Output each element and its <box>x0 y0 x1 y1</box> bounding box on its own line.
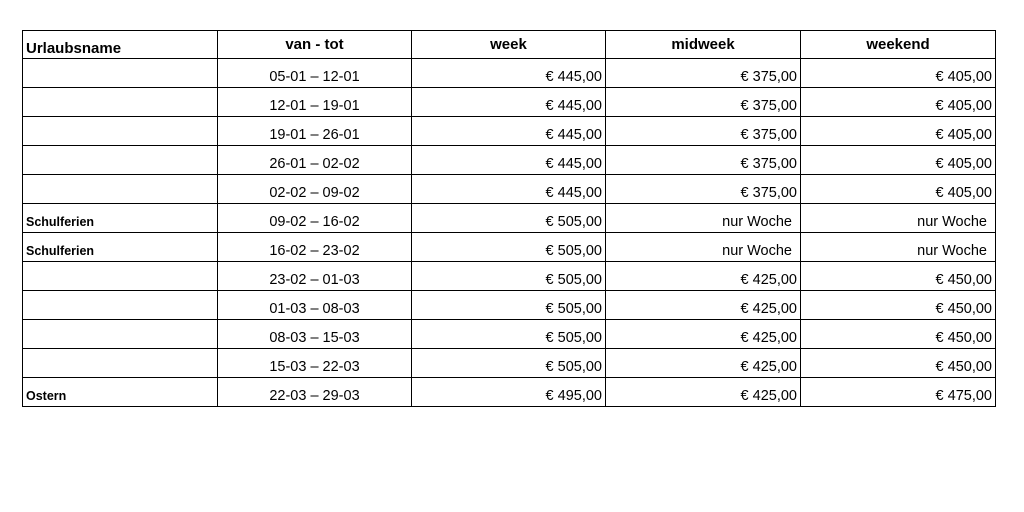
table-row <box>23 59 996 88</box>
midweek-price-cell: € 425,00 <box>606 349 801 378</box>
holiday-name-cell <box>23 175 218 204</box>
weekend-price-cell: nur Woche <box>801 204 996 233</box>
weekend-price-cell: € 405,00 <box>801 59 996 88</box>
midweek-price-cell: nur Woche <box>606 233 801 262</box>
weekend-price-cell: € 450,00 <box>801 320 996 349</box>
date-range-cell: 05-01 – 12-01 <box>218 59 412 88</box>
header-weekend: weekend <box>801 31 996 59</box>
week-price-cell: € 505,00 <box>412 291 606 320</box>
table-row <box>23 349 996 378</box>
table-header-row <box>23 31 996 59</box>
weekend-price-cell: € 405,00 <box>801 88 996 117</box>
week-price-cell: € 445,00 <box>412 117 606 146</box>
table-row <box>23 378 996 407</box>
midweek-price-cell: € 375,00 <box>606 117 801 146</box>
week-price-cell: € 505,00 <box>412 233 606 262</box>
holiday-name-cell <box>23 262 218 291</box>
holiday-name-cell <box>23 117 218 146</box>
midweek-price-cell: nur Woche <box>606 204 801 233</box>
weekend-price-cell: nur Woche <box>801 233 996 262</box>
header-week: week <box>412 31 606 59</box>
header-holiday-name: Urlaubsname <box>23 31 218 59</box>
date-range-cell: 15-03 – 22-03 <box>218 349 412 378</box>
holiday-name-cell: Schulferien <box>23 204 218 233</box>
table-row <box>23 175 996 204</box>
date-range-cell: 02-02 – 09-02 <box>218 175 412 204</box>
midweek-price-cell: € 425,00 <box>606 262 801 291</box>
midweek-price-cell: € 425,00 <box>606 291 801 320</box>
table-row <box>23 204 996 233</box>
holiday-name-cell <box>23 146 218 175</box>
week-price-cell: € 445,00 <box>412 175 606 204</box>
weekend-price-cell: € 405,00 <box>801 175 996 204</box>
date-range-cell: 22-03 – 29-03 <box>218 378 412 407</box>
weekend-price-cell: € 450,00 <box>801 262 996 291</box>
week-price-cell: € 505,00 <box>412 262 606 291</box>
header-midweek: midweek <box>606 31 801 59</box>
midweek-price-cell: € 375,00 <box>606 175 801 204</box>
table-row <box>23 291 996 320</box>
midweek-price-cell: € 375,00 <box>606 146 801 175</box>
date-range-cell: 26-01 – 02-02 <box>218 146 412 175</box>
holiday-name-cell <box>23 320 218 349</box>
date-range-cell: 09-02 – 16-02 <box>218 204 412 233</box>
holiday-name-cell: Schulferien <box>23 233 218 262</box>
table-row <box>23 117 996 146</box>
week-price-cell: € 445,00 <box>412 88 606 117</box>
week-price-cell: € 505,00 <box>412 349 606 378</box>
table-row <box>23 146 996 175</box>
date-range-cell: 01-03 – 08-03 <box>218 291 412 320</box>
date-range-cell: 19-01 – 26-01 <box>218 117 412 146</box>
table-row <box>23 233 996 262</box>
weekend-price-cell: € 450,00 <box>801 291 996 320</box>
midweek-price-cell: € 425,00 <box>606 378 801 407</box>
table-row <box>23 320 996 349</box>
week-price-cell: € 505,00 <box>412 320 606 349</box>
date-range-cell: 16-02 – 23-02 <box>218 233 412 262</box>
midweek-price-cell: € 375,00 <box>606 59 801 88</box>
date-range-cell: 23-02 – 01-03 <box>218 262 412 291</box>
holiday-name-cell <box>23 88 218 117</box>
price-table <box>22 30 996 407</box>
header-date-range: van - tot <box>218 31 412 59</box>
midweek-price-cell: € 425,00 <box>606 320 801 349</box>
holiday-name-cell: Ostern <box>23 378 218 407</box>
weekend-price-cell: € 405,00 <box>801 146 996 175</box>
weekend-price-cell: € 475,00 <box>801 378 996 407</box>
holiday-name-cell <box>23 59 218 88</box>
date-range-cell: 08-03 – 15-03 <box>218 320 412 349</box>
weekend-price-cell: € 450,00 <box>801 349 996 378</box>
holiday-name-cell <box>23 349 218 378</box>
date-range-cell: 12-01 – 19-01 <box>218 88 412 117</box>
holiday-name-cell <box>23 291 218 320</box>
weekend-price-cell: € 405,00 <box>801 117 996 146</box>
week-price-cell: € 505,00 <box>412 204 606 233</box>
week-price-cell: € 495,00 <box>412 378 606 407</box>
table-row <box>23 262 996 291</box>
week-price-cell: € 445,00 <box>412 146 606 175</box>
midweek-price-cell: € 375,00 <box>606 88 801 117</box>
table-row <box>23 88 996 117</box>
week-price-cell: € 445,00 <box>412 59 606 88</box>
